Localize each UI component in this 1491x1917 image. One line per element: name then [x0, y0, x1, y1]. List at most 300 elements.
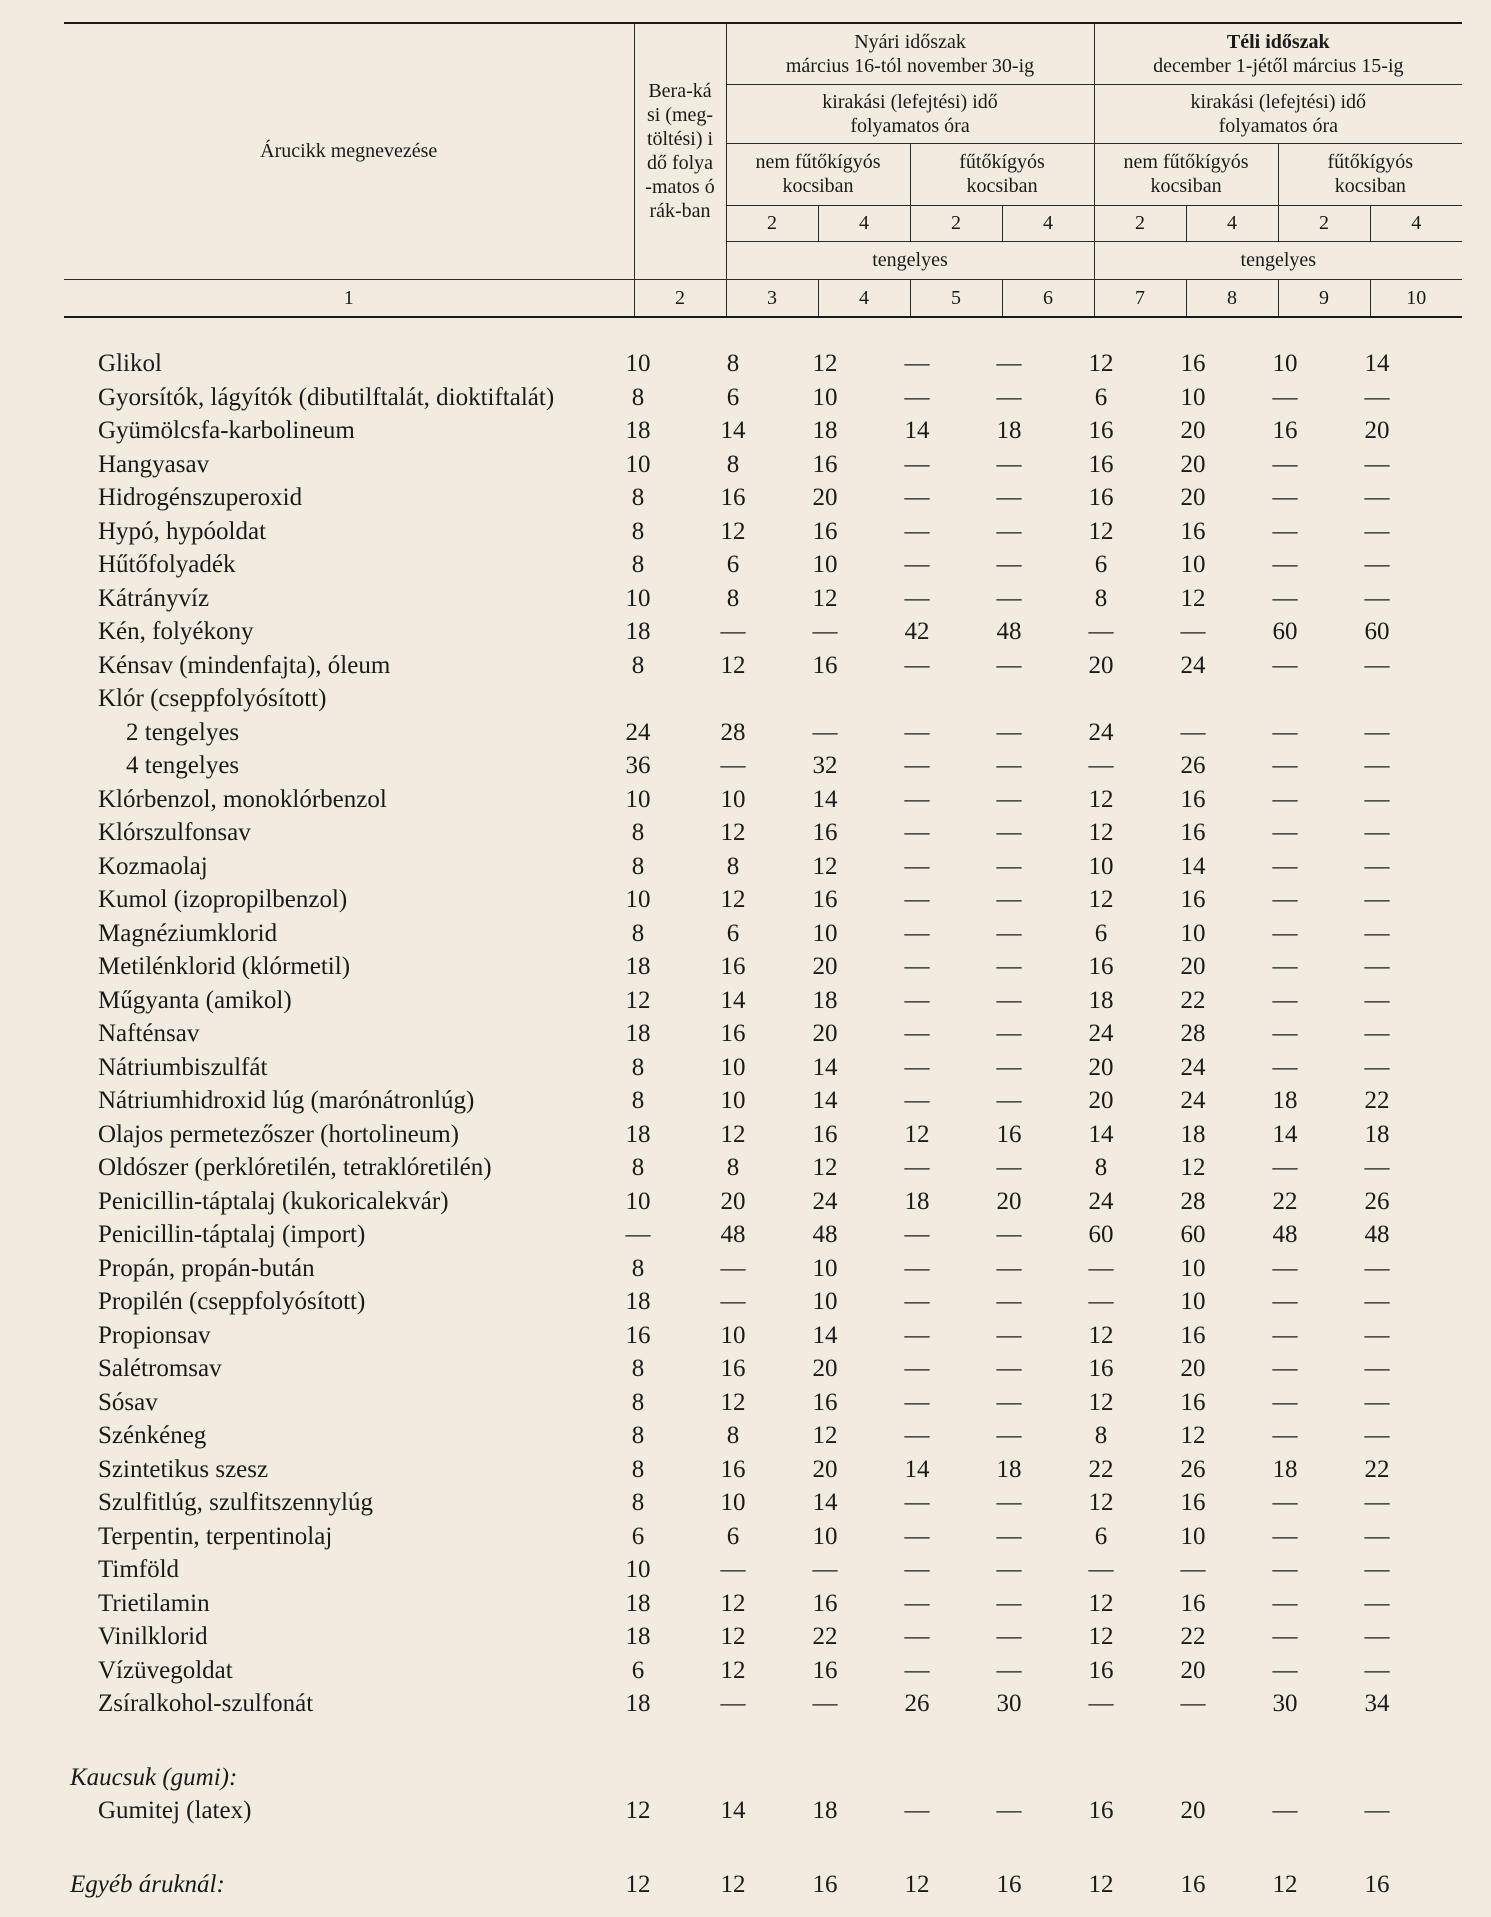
cell-value: —	[720, 1556, 746, 1583]
cell-value: 28	[1180, 1020, 1206, 1047]
cell-value: 48	[1272, 1221, 1298, 1248]
cell-value: —	[1364, 584, 1390, 612]
cell-value: 6	[631, 1522, 645, 1550]
cell-value: 24	[1088, 718, 1114, 746]
cell-value: 34	[1364, 1690, 1390, 1717]
cell-value: 8	[1094, 584, 1108, 612]
cell-value: 6	[1094, 1522, 1108, 1550]
cell-value: 14	[812, 1321, 838, 1349]
cell-value: —	[1364, 1489, 1390, 1516]
cell-value: —	[1364, 651, 1390, 679]
cell-value: —	[996, 1321, 1022, 1349]
cell-value: —	[1364, 1556, 1390, 1583]
cell-value: —	[904, 517, 930, 545]
cell-value: —	[1364, 383, 1390, 411]
table-row	[0, 417, 1491, 451]
table-row	[0, 1797, 1491, 1831]
cell-value: 18	[812, 417, 838, 444]
cell-value: —	[996, 852, 1022, 880]
article-name: Szintetikus szesz	[98, 1455, 269, 1483]
article-name: Gyorsítók, lágyítók (dibutilftalát, dioktiftalát)	[98, 383, 555, 411]
cell-value: 16	[812, 1870, 838, 1898]
article-name: Kaucsuk (gumi):	[70, 1763, 238, 1791]
article-name: Zsíralkohol-szulfonát	[98, 1690, 314, 1717]
cell-value: 16	[1088, 484, 1114, 511]
table-row	[0, 1054, 1491, 1088]
cell-value: 10	[1180, 551, 1206, 578]
section-row	[0, 1764, 1491, 1798]
cell-value: —	[1364, 484, 1390, 511]
cell-value: 10	[625, 450, 651, 478]
cell-value: 16	[812, 1388, 838, 1416]
cell-value: —	[996, 1087, 1022, 1114]
cell-value: 16	[812, 1589, 838, 1617]
table-row	[0, 1020, 1491, 1054]
cell-value: 24	[1180, 1053, 1206, 1081]
cell-value: 16	[1180, 1589, 1206, 1617]
cell-value: 12	[1180, 584, 1206, 612]
article-name: Magnéziumklorid	[98, 919, 278, 947]
column-number: 2	[634, 279, 726, 317]
article-name: Hypó, hypóoldat	[98, 517, 267, 545]
column-number: 7	[1094, 279, 1186, 317]
cell-value: 16	[812, 450, 838, 478]
cell-value: 16	[1088, 1355, 1114, 1382]
cell-value: —	[904, 886, 930, 913]
cell-value: —	[625, 1221, 651, 1248]
cell-value: —	[1364, 1656, 1390, 1684]
article-name: Vízüvegoldat	[98, 1656, 233, 1684]
cell-value: 8	[631, 1455, 645, 1483]
cell-value: —	[996, 1556, 1022, 1583]
cell-value: —	[1272, 1388, 1298, 1416]
axle-count: 2	[1094, 205, 1186, 241]
cell-value: 6	[1094, 383, 1108, 411]
cell-value: —	[1088, 752, 1114, 779]
cell-value: —	[1272, 1422, 1298, 1449]
cell-value: —	[904, 919, 930, 947]
cell-value: 18	[996, 417, 1022, 444]
cell-value: 16	[720, 1020, 746, 1047]
cell-value: 12	[720, 886, 746, 913]
cell-value: 20	[1180, 1355, 1206, 1382]
cell-value: 8	[726, 450, 740, 478]
cell-value: —	[1364, 1355, 1390, 1382]
cell-value: 18	[1364, 1120, 1390, 1148]
cell-value: —	[1272, 1489, 1298, 1516]
cell-value: 48	[812, 1221, 838, 1248]
table-row	[0, 451, 1491, 485]
table-row	[0, 685, 1491, 719]
cell-value: 8	[726, 1154, 740, 1181]
cell-value: 24	[812, 1187, 838, 1215]
cell-value: 12	[812, 1154, 838, 1181]
cell-value: 20	[1088, 651, 1114, 679]
cell-value: —	[1272, 383, 1298, 411]
cell-value: 48	[1364, 1221, 1390, 1248]
table-row	[0, 1556, 1491, 1590]
cell-value: —	[996, 1355, 1022, 1382]
cell-value: 12	[625, 1797, 651, 1824]
table-row	[0, 1355, 1491, 1389]
cell-value: —	[904, 1321, 930, 1349]
cell-value: 20	[1088, 1087, 1114, 1114]
cell-value: 10	[812, 1288, 838, 1315]
axle-count: 4	[818, 205, 910, 241]
cell-value: 6	[726, 1522, 740, 1550]
cell-value: —	[904, 852, 930, 880]
cell-value: 16	[812, 651, 838, 679]
header-summer-nonheated: nem fűtőkígyós kocsiban	[726, 143, 910, 205]
table-row	[0, 953, 1491, 987]
cell-value: —	[996, 450, 1022, 478]
cell-value: —	[904, 1355, 930, 1382]
cell-value: —	[1272, 1589, 1298, 1617]
cell-value: 10	[1272, 350, 1298, 377]
table-row	[0, 618, 1491, 652]
cell-value: —	[904, 819, 930, 846]
table-row	[0, 819, 1491, 853]
cell-value: 8	[1094, 1154, 1108, 1181]
cell-value: —	[996, 785, 1022, 813]
cell-value: 16	[812, 819, 838, 846]
table-row	[0, 652, 1491, 686]
cell-value: 10	[1180, 1288, 1206, 1315]
table-row	[0, 1087, 1491, 1121]
article-name: Penicillin-táptalaj (kukoricalekvár)	[98, 1187, 449, 1215]
cell-value: —	[1364, 752, 1390, 779]
cell-value: —	[996, 986, 1022, 1014]
cell-value: 26	[904, 1690, 930, 1717]
cell-value: 16	[720, 953, 746, 980]
cell-value: 12	[720, 1870, 746, 1898]
article-name: Kénsav (mindenfajta), óleum	[98, 651, 391, 679]
article-name: Oldószer (perklóretilén, tetraklóretilén)	[98, 1154, 492, 1181]
table-row	[0, 1288, 1491, 1322]
cell-value: —	[1272, 1522, 1298, 1550]
cell-value: —	[996, 517, 1022, 545]
table-row	[0, 1154, 1491, 1188]
table-row	[0, 384, 1491, 418]
cell-value: —	[1364, 1288, 1390, 1315]
cell-value: 10	[720, 1087, 746, 1114]
cell-value: 12	[1180, 1422, 1206, 1449]
cell-value: —	[720, 1254, 746, 1282]
cell-value: —	[1364, 886, 1390, 913]
article-name: Gyümölcsfa-karbolineum	[98, 417, 355, 444]
row-gap	[0, 1724, 1491, 1764]
cell-value: —	[1364, 1388, 1390, 1416]
cell-value: —	[904, 1154, 930, 1181]
cell-value: 20	[812, 1020, 838, 1047]
table-row	[0, 484, 1491, 518]
cell-value: —	[1364, 1422, 1390, 1449]
cell-value: 14	[1088, 1120, 1114, 1148]
cell-value: —	[904, 1053, 930, 1081]
article-name: 4 tengelyes	[126, 752, 240, 779]
cell-value: —	[996, 1623, 1022, 1650]
cell-value: 10	[625, 1556, 651, 1583]
cell-value: —	[904, 1254, 930, 1282]
axle-count: 4	[1002, 205, 1094, 241]
article-name: Hidrogénszuperoxid	[98, 484, 303, 511]
cell-value: 14	[812, 1087, 838, 1114]
cell-value: 8	[631, 383, 645, 411]
cell-value: 16	[1180, 1388, 1206, 1416]
cell-value: —	[904, 350, 930, 377]
cell-value: —	[1272, 886, 1298, 913]
table-row	[0, 719, 1491, 753]
cell-value: —	[904, 1422, 930, 1449]
cell-value: 30	[996, 1690, 1022, 1717]
cell-value: 20	[812, 953, 838, 980]
cell-value: —	[1364, 919, 1390, 947]
cell-value: —	[1180, 1556, 1206, 1583]
cell-value: —	[996, 383, 1022, 411]
cell-value: 18	[1088, 986, 1114, 1014]
cell-value: 14	[1272, 1120, 1298, 1148]
cell-value: 16	[625, 1321, 651, 1349]
row-gap	[0, 1831, 1491, 1871]
table-row	[0, 1690, 1491, 1724]
cell-value: 8	[1094, 1422, 1108, 1449]
header-winter-nonheated: nem fűtőkígyós kocsiban	[1094, 143, 1278, 205]
cell-value: 10	[625, 1187, 651, 1215]
cell-value: 16	[996, 1870, 1022, 1898]
cell-value: 8	[631, 819, 645, 846]
cell-value: 18	[625, 1623, 651, 1650]
table-row	[0, 1523, 1491, 1557]
table-row	[0, 1489, 1491, 1523]
cell-value: 14	[720, 1797, 746, 1824]
cell-value: 10	[1180, 1254, 1206, 1282]
cell-value: 8	[631, 1053, 645, 1081]
table-row	[0, 886, 1491, 920]
article-name: Gumitej (latex)	[98, 1797, 252, 1824]
cell-value: —	[1364, 1020, 1390, 1047]
cell-value: 16	[1180, 350, 1206, 377]
cell-value: 16	[1088, 1797, 1114, 1824]
cell-value: —	[1272, 1556, 1298, 1583]
cell-value: —	[904, 551, 930, 578]
cell-value: 10	[720, 1489, 746, 1516]
cell-value: 10	[625, 350, 651, 377]
cell-value: 20	[1180, 1797, 1206, 1824]
cell-value: 16	[996, 1120, 1022, 1148]
cell-value: 22	[1272, 1187, 1298, 1215]
axle-count: 2	[726, 205, 818, 241]
column-number: 9	[1278, 279, 1370, 317]
article-name: Terpentin, terpentinolaj	[98, 1522, 333, 1550]
article-name: Penicillin-táptalaj (import)	[98, 1221, 366, 1248]
article-name: Egyéb áruknál:	[70, 1870, 225, 1898]
cell-value: 8	[631, 1254, 645, 1282]
cell-value: —	[904, 383, 930, 411]
cell-value: 18	[996, 1455, 1022, 1483]
cell-value: 20	[812, 484, 838, 511]
cell-value: —	[996, 551, 1022, 578]
cell-value: 18	[1272, 1087, 1298, 1114]
cell-value: 12	[720, 1120, 746, 1148]
cell-value: —	[1272, 785, 1298, 813]
cell-value: 24	[1088, 1020, 1114, 1047]
table-row	[0, 987, 1491, 1021]
cell-value: —	[1272, 819, 1298, 846]
article-name: Nátriumbiszulfát	[98, 1053, 268, 1081]
cell-value: —	[996, 1221, 1022, 1248]
cell-value: —	[996, 953, 1022, 980]
cell-value: —	[996, 718, 1022, 746]
column-number: 8	[1186, 279, 1278, 317]
cell-value: 20	[1180, 1656, 1206, 1684]
cell-value: 22	[1364, 1087, 1390, 1114]
cell-value: —	[996, 1489, 1022, 1516]
cell-value: —	[904, 584, 930, 612]
cell-value: 16	[1088, 450, 1114, 478]
cell-value: —	[904, 953, 930, 980]
cell-value: 10	[1180, 919, 1206, 947]
table-row	[0, 1255, 1491, 1289]
cell-value: 16	[1180, 1489, 1206, 1516]
cell-value: 26	[1180, 752, 1206, 779]
cell-value: —	[1272, 1254, 1298, 1282]
cell-value: —	[1272, 1053, 1298, 1081]
cell-value: —	[1272, 484, 1298, 511]
cell-value: 60	[1180, 1221, 1206, 1248]
cell-value: 18	[625, 1020, 651, 1047]
cell-value: —	[904, 785, 930, 813]
cell-value: 10	[812, 1522, 838, 1550]
cell-value: —	[1272, 752, 1298, 779]
cell-value: 12	[1088, 1489, 1114, 1516]
cell-value: 16	[812, 1656, 838, 1684]
header-loading-time: Bera-kási (meg-töltési) idő folya-matos órák-ban	[634, 23, 726, 279]
cell-value: 10	[625, 785, 651, 813]
cell-value: —	[904, 1388, 930, 1416]
cell-value: —	[1272, 1656, 1298, 1684]
cell-value: 30	[1272, 1690, 1298, 1717]
table-row	[0, 1121, 1491, 1155]
cell-value: 22	[1180, 1623, 1206, 1650]
cell-value: 12	[625, 986, 651, 1014]
cell-value: 14	[812, 1053, 838, 1081]
cell-value: 10	[812, 919, 838, 947]
table-row	[0, 1422, 1491, 1456]
cell-value: 20	[1180, 484, 1206, 511]
article-name: Kumol (izopropilbenzol)	[98, 886, 348, 913]
header-winter: Téli időszak december 1-jétől március 15-ig	[1094, 23, 1462, 84]
cell-value: 8	[631, 1355, 645, 1382]
cell-value: 16	[1180, 1321, 1206, 1349]
cell-value: 22	[1088, 1455, 1114, 1483]
cell-value: 6	[631, 1656, 645, 1684]
cell-value: —	[904, 1087, 930, 1114]
cell-value: 12	[720, 819, 746, 846]
cell-value: 14	[812, 785, 838, 813]
article-name: Vinilklorid	[98, 1623, 208, 1650]
cell-value: 18	[625, 1690, 651, 1717]
article-name: Klórbenzol, monoklórbenzol	[98, 785, 387, 813]
cell-value: —	[1180, 1690, 1206, 1717]
cell-value: —	[1272, 651, 1298, 679]
cell-value: —	[996, 1422, 1022, 1449]
cell-value: 6	[726, 919, 740, 947]
cell-value: 12	[904, 1120, 930, 1148]
cell-value: 48	[996, 618, 1022, 645]
cell-value: 14	[904, 1455, 930, 1483]
cell-value: —	[1364, 517, 1390, 545]
cell-value: —	[996, 350, 1022, 377]
cell-value: 10	[812, 1254, 838, 1282]
table-header	[64, 22, 1462, 318]
cell-value: 8	[631, 1154, 645, 1181]
cell-value: 8	[631, 651, 645, 679]
cell-value: —	[996, 819, 1022, 846]
cell-value: —	[812, 718, 838, 746]
cell-value: —	[904, 1656, 930, 1684]
cell-value: —	[904, 1556, 930, 1583]
cell-value: —	[812, 1556, 838, 1583]
cell-value: 12	[1180, 1154, 1206, 1181]
cell-value: 16	[720, 1455, 746, 1483]
table-row	[0, 1623, 1491, 1657]
article-name: Nafténsav	[98, 1020, 200, 1047]
cell-value: 12	[1088, 785, 1114, 813]
cell-value: —	[996, 1020, 1022, 1047]
cell-value: —	[996, 584, 1022, 612]
article-name: 2 tengelyes	[126, 718, 240, 746]
cell-value: 24	[1180, 651, 1206, 679]
cell-value: 20	[812, 1355, 838, 1382]
article-name: Propilén (cseppfolyósított)	[98, 1288, 366, 1315]
cell-value: —	[996, 1254, 1022, 1282]
cell-value: —	[996, 1154, 1022, 1181]
table-row	[0, 551, 1491, 585]
table-row	[0, 1590, 1491, 1624]
cell-value: —	[996, 1522, 1022, 1550]
cell-value: 10	[625, 584, 651, 612]
cell-value: 12	[720, 1656, 746, 1684]
cell-value: 8	[631, 919, 645, 947]
cell-value: —	[812, 618, 838, 645]
header-article-name: Árucikk megnevezése	[64, 23, 634, 279]
cell-value: 6	[1094, 919, 1108, 947]
cell-value: 24	[625, 718, 651, 746]
article-name: Metilénklorid (klórmetil)	[98, 953, 351, 980]
cell-value: —	[904, 1288, 930, 1315]
cell-value: —	[996, 752, 1022, 779]
header-winter-unloading: kirakási (lefejtési) idő folyamatos óra	[1094, 84, 1462, 143]
cell-value: —	[1364, 819, 1390, 846]
cell-value: 12	[720, 517, 746, 545]
article-name: Propán, propán-bután	[98, 1254, 315, 1282]
cell-value: 20	[1088, 1053, 1114, 1081]
article-name: Trietilamin	[98, 1589, 210, 1617]
cell-value: 12	[720, 651, 746, 679]
column-number-row	[64, 279, 1462, 317]
cell-value: 8	[631, 852, 645, 880]
cell-value: —	[1272, 919, 1298, 947]
cell-value: —	[996, 1656, 1022, 1684]
article-name: Nátriumhidroxid lúg (marónátronlúg)	[98, 1087, 475, 1114]
cell-value: 14	[720, 417, 746, 444]
article-name: Olajos permetezőszer (hortolineum)	[98, 1120, 459, 1148]
table-body	[0, 350, 1491, 1904]
cell-value: 14	[1180, 852, 1206, 880]
cell-value: —	[904, 986, 930, 1014]
cell-value: 12	[812, 350, 838, 377]
cell-value: —	[996, 886, 1022, 913]
